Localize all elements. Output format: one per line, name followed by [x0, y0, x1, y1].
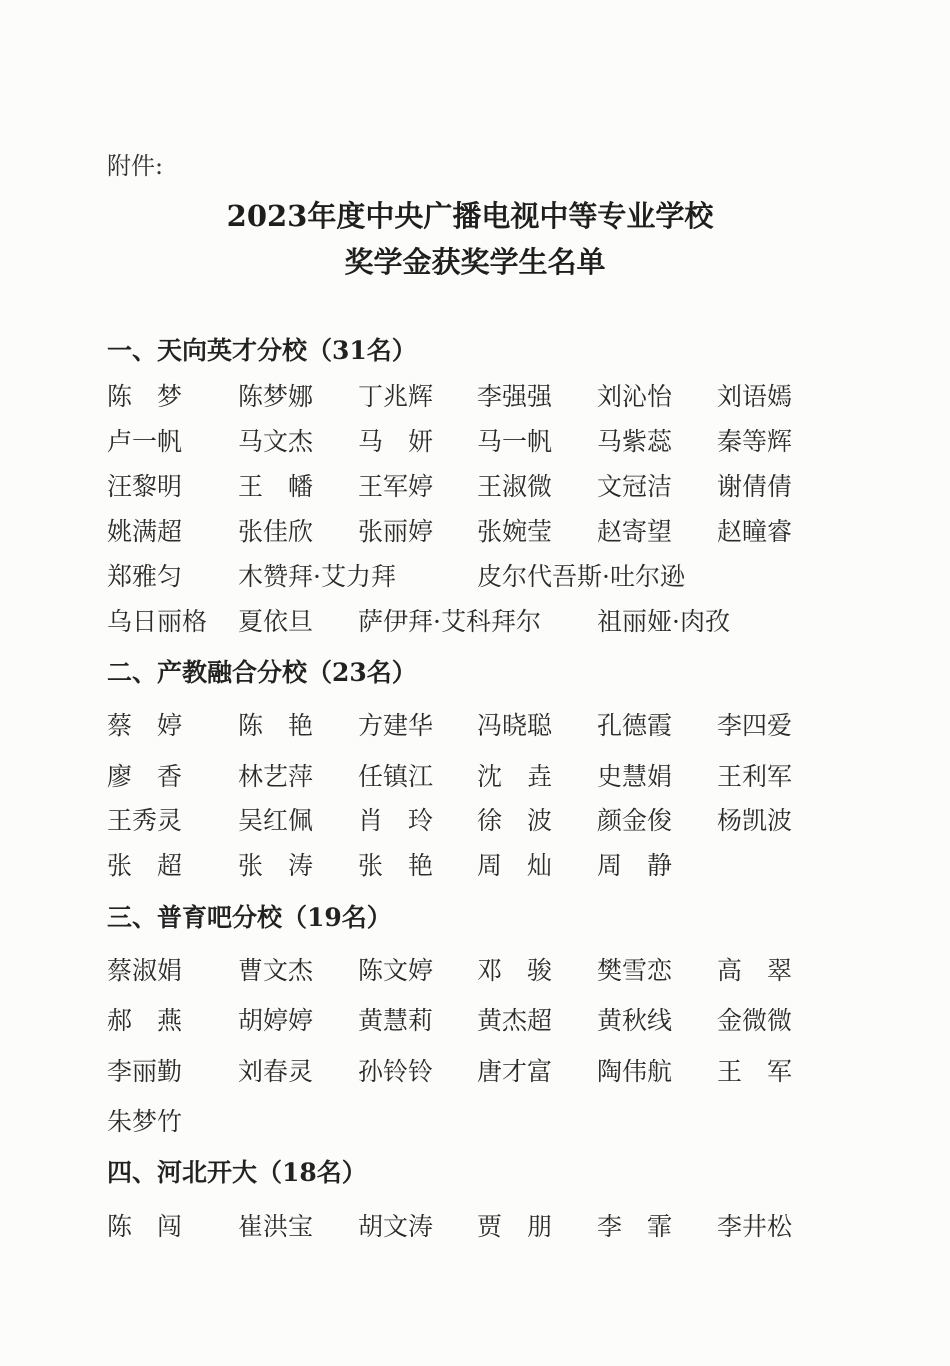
document-title-line1: 2023年度中央广播电视中等专业学校: [226, 199, 714, 233]
student-name: 高 翠: [717, 956, 793, 985]
student-name: 木赞拜·艾力拜: [238, 562, 396, 591]
student-name: 颜金俊: [597, 806, 673, 835]
student-name: 沈 垚: [477, 762, 553, 791]
student-name: 乌日丽格: [107, 607, 208, 636]
student-name: 马一帆: [477, 427, 553, 456]
student-name: 卢一帆: [107, 427, 183, 456]
section-heading-1: 一、天向英才分校（31名）: [107, 336, 417, 365]
student-name: 郑雅匀: [107, 562, 183, 591]
student-name: 萨伊拜·艾科拜尔: [358, 607, 541, 636]
student-name: 陈 艳: [238, 711, 314, 740]
student-name: 祖丽娅·肉孜: [597, 607, 730, 636]
section-heading-4: 四、河北开大（18名）: [107, 1158, 367, 1187]
student-name: 马紫蕊: [597, 427, 673, 456]
student-name: 李四爱: [717, 711, 793, 740]
student-name: 张 艳: [358, 851, 434, 880]
attachment-label: 附件:: [107, 152, 164, 180]
student-name: 李强强: [477, 382, 553, 411]
section-heading-3: 三、普育吧分校（19名）: [107, 903, 392, 932]
student-name: 王利军: [717, 762, 793, 791]
student-name: 陶伟航: [597, 1057, 673, 1086]
student-name: 姚满超: [107, 517, 183, 546]
student-name: 唐才富: [477, 1057, 553, 1086]
student-name: 张佳欣: [238, 517, 314, 546]
student-name: 皮尔代吾斯·吐尔逊: [477, 562, 685, 591]
student-name: 邓 骏: [477, 956, 553, 985]
student-name: 谢倩倩: [717, 472, 793, 501]
student-name: 汪黎明: [107, 472, 183, 501]
student-name: 吴红佩: [238, 806, 314, 835]
student-name: 肖 玲: [358, 806, 434, 835]
student-name: 夏依旦: [238, 607, 314, 636]
student-name: 胡婷婷: [238, 1006, 314, 1035]
student-name: 文冠洁: [597, 472, 673, 501]
student-name: 王秀灵: [107, 806, 183, 835]
student-name: 贾 朋: [477, 1212, 553, 1241]
student-name: 李 霏: [597, 1212, 673, 1241]
student-name: 赵瞳睿: [717, 517, 793, 546]
student-name: 徐 波: [477, 806, 553, 835]
student-name: 方建华: [358, 711, 434, 740]
student-name: 朱梦竹: [107, 1107, 183, 1136]
student-name: 张 超: [107, 851, 183, 880]
student-name: 李井松: [717, 1212, 793, 1241]
student-name: 胡文涛: [358, 1212, 434, 1241]
student-name: 孙铃铃: [358, 1057, 434, 1086]
student-name: 黄杰超: [477, 1006, 553, 1035]
student-name: 蔡 婷: [107, 711, 183, 740]
student-name: 崔洪宝: [238, 1212, 314, 1241]
student-name: 任镇江: [358, 762, 434, 791]
student-name: 周 灿: [477, 851, 553, 880]
student-name: 杨凯波: [717, 806, 793, 835]
student-name: 刘春灵: [238, 1057, 314, 1086]
student-name: 秦等辉: [717, 427, 793, 456]
student-name: 马文杰: [238, 427, 314, 456]
student-name: 孔德霞: [597, 711, 673, 740]
student-name: 王军婷: [358, 472, 434, 501]
student-name: 刘沁怡: [597, 382, 673, 411]
student-name: 王淑微: [477, 472, 553, 501]
student-name: 丁兆辉: [358, 382, 434, 411]
student-name: 曹文杰: [238, 956, 314, 985]
student-name: 张婉莹: [477, 517, 553, 546]
student-name: 王 幡: [238, 472, 314, 501]
student-name: 林艺萍: [238, 762, 314, 791]
student-name: 刘语嫣: [717, 382, 793, 411]
student-name: 张 涛: [238, 851, 314, 880]
student-name: 史慧娟: [597, 762, 673, 791]
student-name: 周 静: [597, 851, 673, 880]
student-name: 陈 梦: [107, 382, 183, 411]
student-name: 王 军: [717, 1057, 793, 1086]
student-name: 黄慧莉: [358, 1006, 434, 1035]
student-name: 陈文婷: [358, 956, 434, 985]
student-name: 赵寄望: [597, 517, 673, 546]
student-name: 陈 闯: [107, 1212, 183, 1241]
student-name: 金微微: [717, 1006, 793, 1035]
student-name: 樊雪恋: [597, 956, 673, 985]
student-name: 廖 香: [107, 762, 183, 791]
document-title-line2: 奖学金获奖学生名单: [344, 245, 606, 279]
student-name: 马 妍: [358, 427, 434, 456]
student-name: 郝 燕: [107, 1006, 183, 1035]
student-name: 蔡淑娟: [107, 956, 183, 985]
student-name: 李丽勤: [107, 1057, 183, 1086]
student-name: 张丽婷: [358, 517, 434, 546]
student-name: 陈梦娜: [238, 382, 314, 411]
student-name: 冯晓聪: [477, 711, 553, 740]
student-name: 黄秋线: [597, 1006, 673, 1035]
section-heading-2: 二、产教融合分校（23名）: [107, 658, 417, 687]
